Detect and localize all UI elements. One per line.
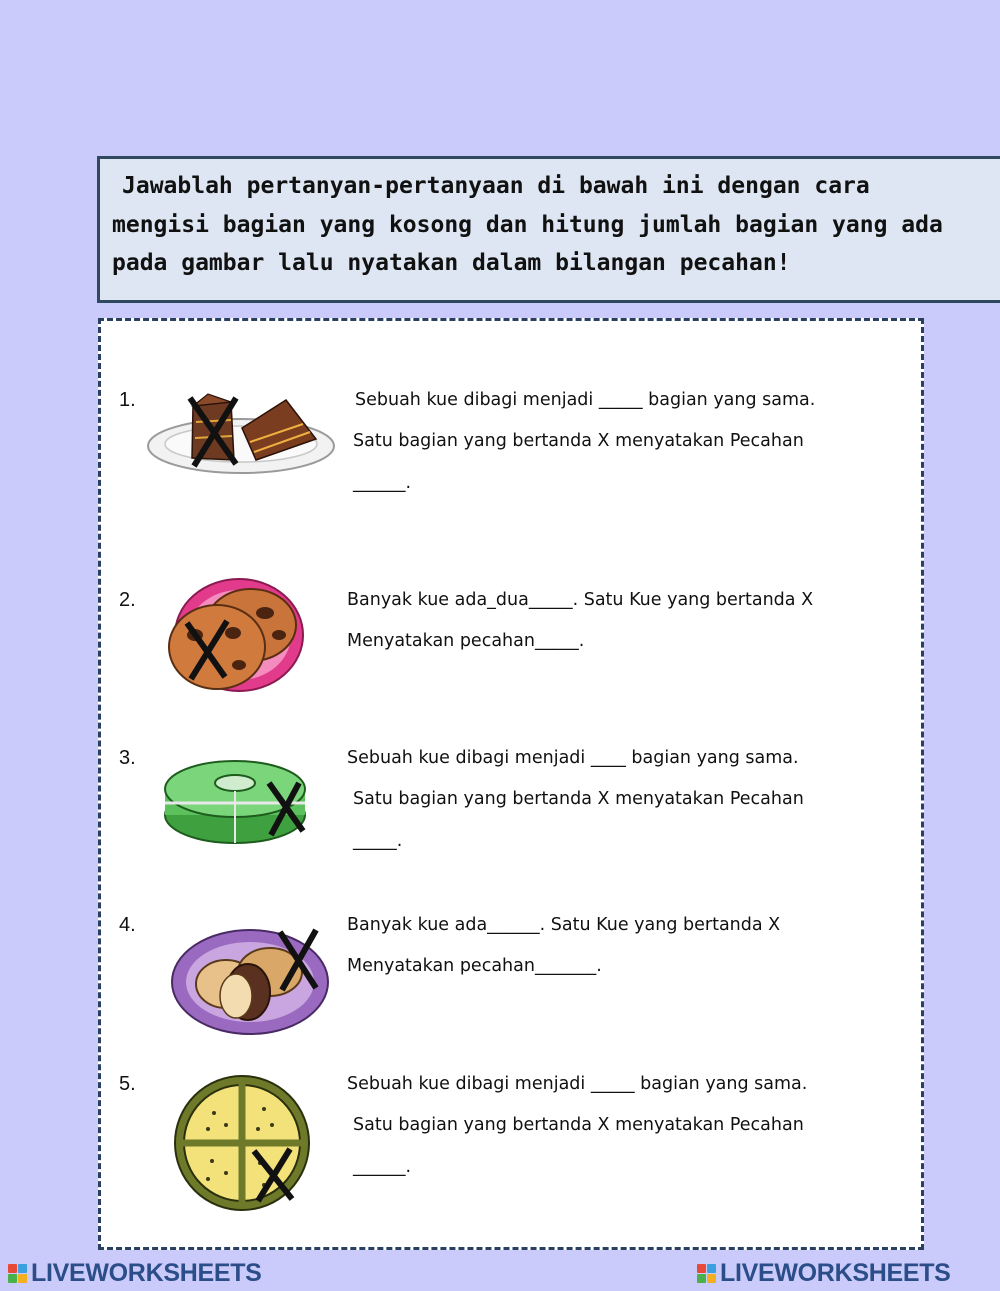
cookies-plate-image <box>155 565 318 705</box>
green-jelly-cake-image <box>153 743 311 851</box>
liveworksheets-logo-right <box>697 1259 951 1287</box>
cake-slices-plate-image <box>138 376 343 491</box>
question-5-line-1: Sebuah kue dibagi menjadi _____ bagian yang sama. <box>347 1074 808 1094</box>
question-5-answer-blank[interactable]: ______. <box>353 1157 412 1177</box>
quartered-pie-image <box>168 1073 316 1213</box>
liveworksheets-text-right: LIVEWORKSHEETS <box>720 1258 951 1287</box>
question-3-number: 3. <box>119 747 136 769</box>
question-1-answer-blank[interactable]: ______. <box>353 473 412 493</box>
question-4-number: 4. <box>119 914 136 936</box>
question-2-number: 2. <box>119 589 136 611</box>
liveworksheets-logo-left <box>8 1259 262 1287</box>
buns-plate-image <box>166 912 338 1052</box>
question-4-line-1: Banyak kue ada______. Satu Kue yang bertanda X <box>347 915 781 935</box>
question-3-answer-blank[interactable]: _____. <box>353 831 403 851</box>
instruction-box <box>97 156 1000 303</box>
logo-blocks-icon <box>8 1264 27 1283</box>
logo-blocks-icon <box>697 1264 716 1283</box>
question-1-number: 1. <box>119 389 136 411</box>
liveworksheets-text-left: LIVEWORKSHEETS <box>31 1258 262 1287</box>
question-4-line-2: Menyatakan pecahan_______. <box>347 956 602 976</box>
question-2-line-2: Menyatakan pecahan_____. <box>347 631 585 651</box>
question-3-line-1: Sebuah kue dibagi menjadi ____ bagian yang sama. <box>347 748 799 768</box>
instruction-text: Jawablah pertanyan-pertanyaan di bawah ini dengan cara mengisi bagian yang kosong dan hitung jumlah bagian yang ada pada gambar lalu nyatakan dalam bilangan pecahan! <box>112 173 943 276</box>
question-5-number: 5. <box>119 1073 136 1095</box>
question-1-line-1: Sebuah kue dibagi menjadi _____ bagian yang sama. <box>355 390 816 410</box>
question-1-line-2: Satu bagian yang bertanda X menyatakan Pecahan <box>353 431 804 451</box>
question-5-line-2: Satu bagian yang bertanda X menyatakan Pecahan <box>353 1115 804 1135</box>
question-2-line-1: Banyak kue ada_dua_____. Satu Kue yang bertanda X <box>347 590 814 610</box>
question-3-line-2: Satu bagian yang bertanda X menyatakan Pecahan <box>353 789 804 809</box>
